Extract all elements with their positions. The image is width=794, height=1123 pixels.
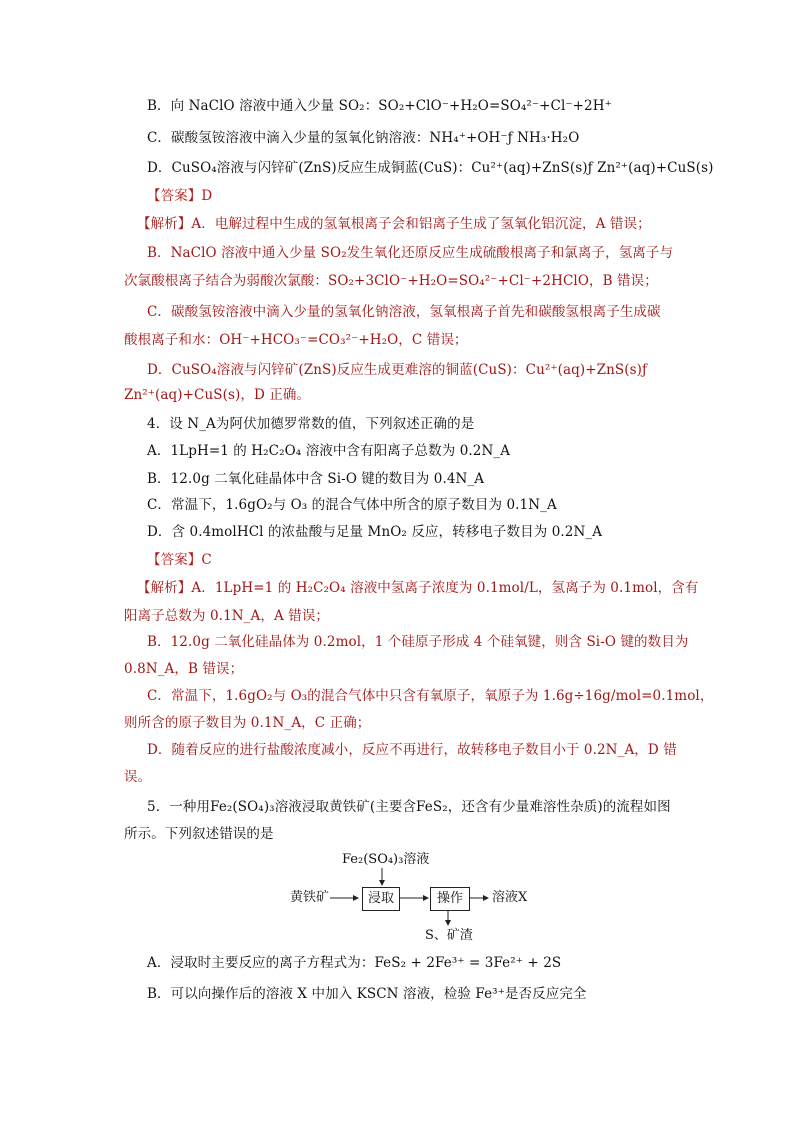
q4-explain-line: 误。	[124, 769, 152, 785]
q4-explain-line: 则所含的原子数目为 0.1N_A，C 正确；	[124, 715, 371, 731]
q4-explain-line: C．常温下，1.6gO₂与 O₃的混合气体中只含有氧原子，氧原子为 1.6g÷16g/mol=0.1mol，	[147, 688, 714, 704]
q5-stem-line: 所示。下列叙述错误的是	[124, 826, 274, 842]
q4-explain-line: 阳离子总数为 0.1N_A，A 错误；	[124, 608, 330, 624]
q3-option-c: C．碳酸氢铵溶液中滴入少量的氢氧化钠溶液：NH₄⁺+OH⁻ƒ NH₃·H₂O	[147, 130, 580, 146]
q4-option-a: A．1LpH=1 的 H₂C₂O₄ 溶液中含有阳离子总数为 0.2N_A	[147, 443, 511, 459]
diagram-top-label: Fe₂(SO₄)₃溶液	[342, 852, 430, 867]
q4-answer: 【答案】C	[147, 552, 212, 568]
q4-option-d: D．含 0.4molHCl 的浓盐酸与足量 MnO₂ 反应，转移电子数目为 0.2N_A	[147, 524, 603, 540]
q3-explain-line: D．CuSO₄溶液与闪锌矿(ZnS)反应生成更难溶的铜蓝(CuS)：Cu²⁺(aq)+ZnS(s)ƒ	[147, 362, 648, 378]
diagram-right-label: 溶液X	[492, 890, 528, 905]
q4-option-c: C．常温下，1.6gO₂与 O₃ 的混合气体中所含的原子数目为 0.1N_A	[147, 497, 557, 513]
q4-explain-line: 0.8N_A，B 错误；	[124, 661, 244, 677]
q4-explain-line: B．12.0g 二氧化硅晶体为 0.2mol，1 个硅原子形成 4 个硅氧键，则含 Si-O 键的数目为	[147, 634, 689, 650]
q3-option-d: D．CuSO₄溶液与闪锌矿(ZnS)反应生成铜蓝(CuS)：Cu²⁺(aq)+ZnS(s)ƒ Zn²⁺(aq)+CuS(s)	[147, 160, 714, 176]
q4-explain-line: D．随着反应的进行盐酸浓度减小，反应不再进行，故转移电子数目小于 0.2N_A，D 错	[147, 742, 677, 758]
q5-option-a: A．浸取时主要反应的离子方程式为：FeS₂ + 2Fe³⁺ = 3Fe²⁺ + 2S	[147, 955, 562, 971]
q4-option-b: B．12.0g 二氧化硅晶体中含 Si-O 键的数目为 0.4N_A	[147, 471, 485, 487]
q3-explain-line: Zn²⁺(aq)+CuS(s)，D 正确。	[124, 387, 311, 403]
diagram-left-label: 黄铁矿	[290, 890, 330, 905]
q3-explain-line: C．碳酸氢铵溶液中滴入少量的氢氧化钠溶液，氢氧根离子首先和碳酸氢根离子生成碳	[147, 304, 661, 320]
q3-explain-line: 【解析】A．电解过程中生成的氢氧根离子会和铝离子生成了氢氧化铝沉淀，A 错误；	[137, 216, 651, 232]
q3-explain-line: 酸根离子和水：OH⁻+HCO₃⁻=CO₃²⁻+H₂O，C 错误；	[124, 332, 468, 348]
q4-explain-line: 【解析】A．1LpH=1 的 H₂C₂O₄ 溶液中氢离子浓度为 0.1mol/L，氢离子为 0.1mol，含有	[137, 580, 699, 596]
q5-stem-line: 5．一种用Fe₂(SO₄)₃溶液浸取黄铁矿(主要含FeS₂，还含有少量难溶性杂质)的流程如图	[147, 799, 671, 815]
diagram-bottom-label: S、矿渣	[425, 928, 473, 943]
q3-answer: 【答案】D	[147, 188, 213, 204]
q3-explain-line: B．NaClO 溶液中通入少量 SO₂发生氧化还原反应生成硫酸根离子和氯离子，氢离子与	[147, 245, 674, 261]
q4-stem: 4．设 N_A为阿伏加德罗常数的值，下列叙述正确的是	[147, 416, 475, 432]
flow-diagram	[290, 850, 550, 945]
q5-option-b: B．可以向操作后的溶液 X 中加入 KSCN 溶液，检验 Fe³⁺是否反应完全	[147, 986, 587, 1002]
diagram-box-leach: 浸取	[362, 887, 400, 911]
q3-option-b: B．向 NaClO 溶液中通入少量 SO₂：SO₂+ClO⁻+H₂O=SO₄²⁻+Cl⁻+2H⁺	[147, 98, 612, 114]
diagram-box-operate: 操作	[430, 887, 470, 911]
q3-explain-line: 次氯酸根离子结合为弱酸次氯酸：SO₂+3ClO⁻+H₂O=SO₄²⁻+Cl⁻+2HClO，B 错误；	[124, 273, 658, 289]
